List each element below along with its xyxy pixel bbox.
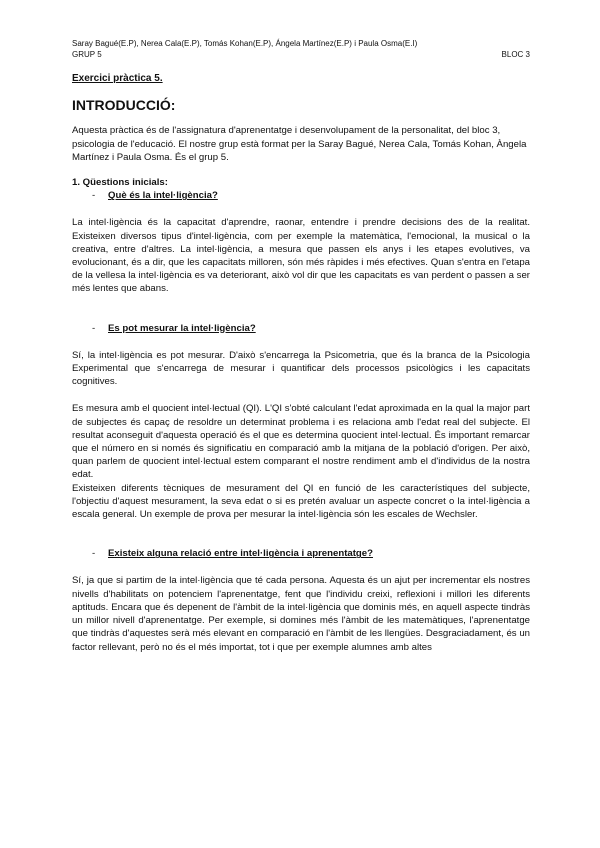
header-authors: Saray Bagué(E.P), Nerea Cala(E.P), Tomás Kohan(E.P), Ángela Martínez(E.P) i Paula Osma(E.I) bbox=[72, 39, 418, 48]
question-1-text: Què és la intel·ligència? bbox=[108, 190, 218, 202]
bullet-dash: - bbox=[92, 548, 96, 560]
document-body bbox=[72, 72, 530, 654]
document-title: Exercici pràctica 5. bbox=[72, 73, 163, 84]
header-block: BLOC 3 bbox=[501, 50, 530, 59]
question-2-text: Es pot mesurar la intel·ligència? bbox=[108, 322, 256, 334]
bullet-dash: - bbox=[92, 190, 96, 202]
header-row bbox=[72, 49, 530, 60]
bullet-dash: - bbox=[92, 322, 96, 334]
question-1 bbox=[72, 189, 530, 202]
question-3 bbox=[72, 547, 530, 560]
answer-1: La intel·ligència és la capacitat d'aprendre, raonar, entendre i prendre decisions des de la realitat. Existeixen diversos tipus d'intel·ligència, com per exemple la matemàtica, l'emocional, la musical o la creativa, entre d'altres. La intel·ligència, a mesura que passen els anys i les etapes evolutives, va evolucionant, és a dir, que les capacitats milloren, són més ràpides i més efectives. Quan s'entra en l'etapa de la vellesa la intel·ligència es va deteriorant, això vol dir que les capacitats es van perdent o passen a ser més lentes que abans. bbox=[72, 217, 530, 295]
section-heading: 1. Qüestions inicials: bbox=[72, 177, 168, 189]
answer-3: Sí, ja que si partim de la intel·ligència que té cada persona. Aquesta és un ajut per incrementar els nostres nivells d'habilitats on potenciem l'aprenentatge, fent que l'individu creixi, reflexioni i millori les diferents aptituds. Encara que és depenent de l'àmbit de la intel·ligència que dominis més, en aquell aspecte tindràs un millor nivell d'aprenentatge. Per exemple, si domines més l'àmbit de les matemàtiques, l'aprenentatge que tindràs d'aquestes serà més elevant en comparació en l'àmbit de les llengües. Desgraciadament, és un factor rellevant, però no és el més importat, tot i que per exemple alumnes amb altes bbox=[72, 575, 530, 653]
question-2 bbox=[72, 322, 530, 335]
answer-2-paragraph-3: Existeixen diferents tècniques de mesurament del QI en funció de les característiques del subjecte, l'objectiu d'aquest mesurament, la seva edat o si es pretén avaluar un aspecte concret o la intel·ligència a escala general. Un exemple de prova per mesurar la intel·ligència són les escales de Wechsler. bbox=[72, 482, 530, 521]
page-header bbox=[72, 38, 530, 60]
intro-paragraph: Aquesta pràctica és de l'assignatura d'aprenentatge i desenvolupament de la personalitat, del bloc 3, psicologia de l'educació. El nostre grup està format per la Saray Bagué, Nerea Cala, Tomás Kohan, Àngela Martínez i Paula Osma. És el grup 5. bbox=[72, 125, 527, 163]
answer-2-paragraph-2: Es mesura amb el quocient intel·lectual (QI). L'QI s'obté calculant l'edat aproximada en la qual la major part de subjectes és capaç de resoldre un determinat problema i es relaciona amb l'edat real del subjecte. El resultat aconseguit d'aquesta operació és el que es determina quocient intel·lectual. És important remarcar que el número en si només és significatiu en comparació amb la mitjana de la població d'origen. Per això, quan parlem de quocient intel·lectual estem comparant el nostre rendiment amb el d'individus de la nostra edat. bbox=[72, 403, 530, 481]
question-3-text: Existeix alguna relació entre intel·ligència i aprenentatge? bbox=[108, 548, 373, 560]
header-group: GRUP 5 bbox=[72, 50, 102, 59]
intro-heading: INTRODUCCIÓ: bbox=[72, 97, 176, 114]
answer-2-paragraph-1: Sí, la intel·ligència es pot mesurar. D'això s'encarrega la Psicometria, que és la branca de la Psicologia Experimental que s'encarrega de mesurar i quantificar dels processos psicològics i les capacitats cognitives. bbox=[72, 349, 530, 388]
